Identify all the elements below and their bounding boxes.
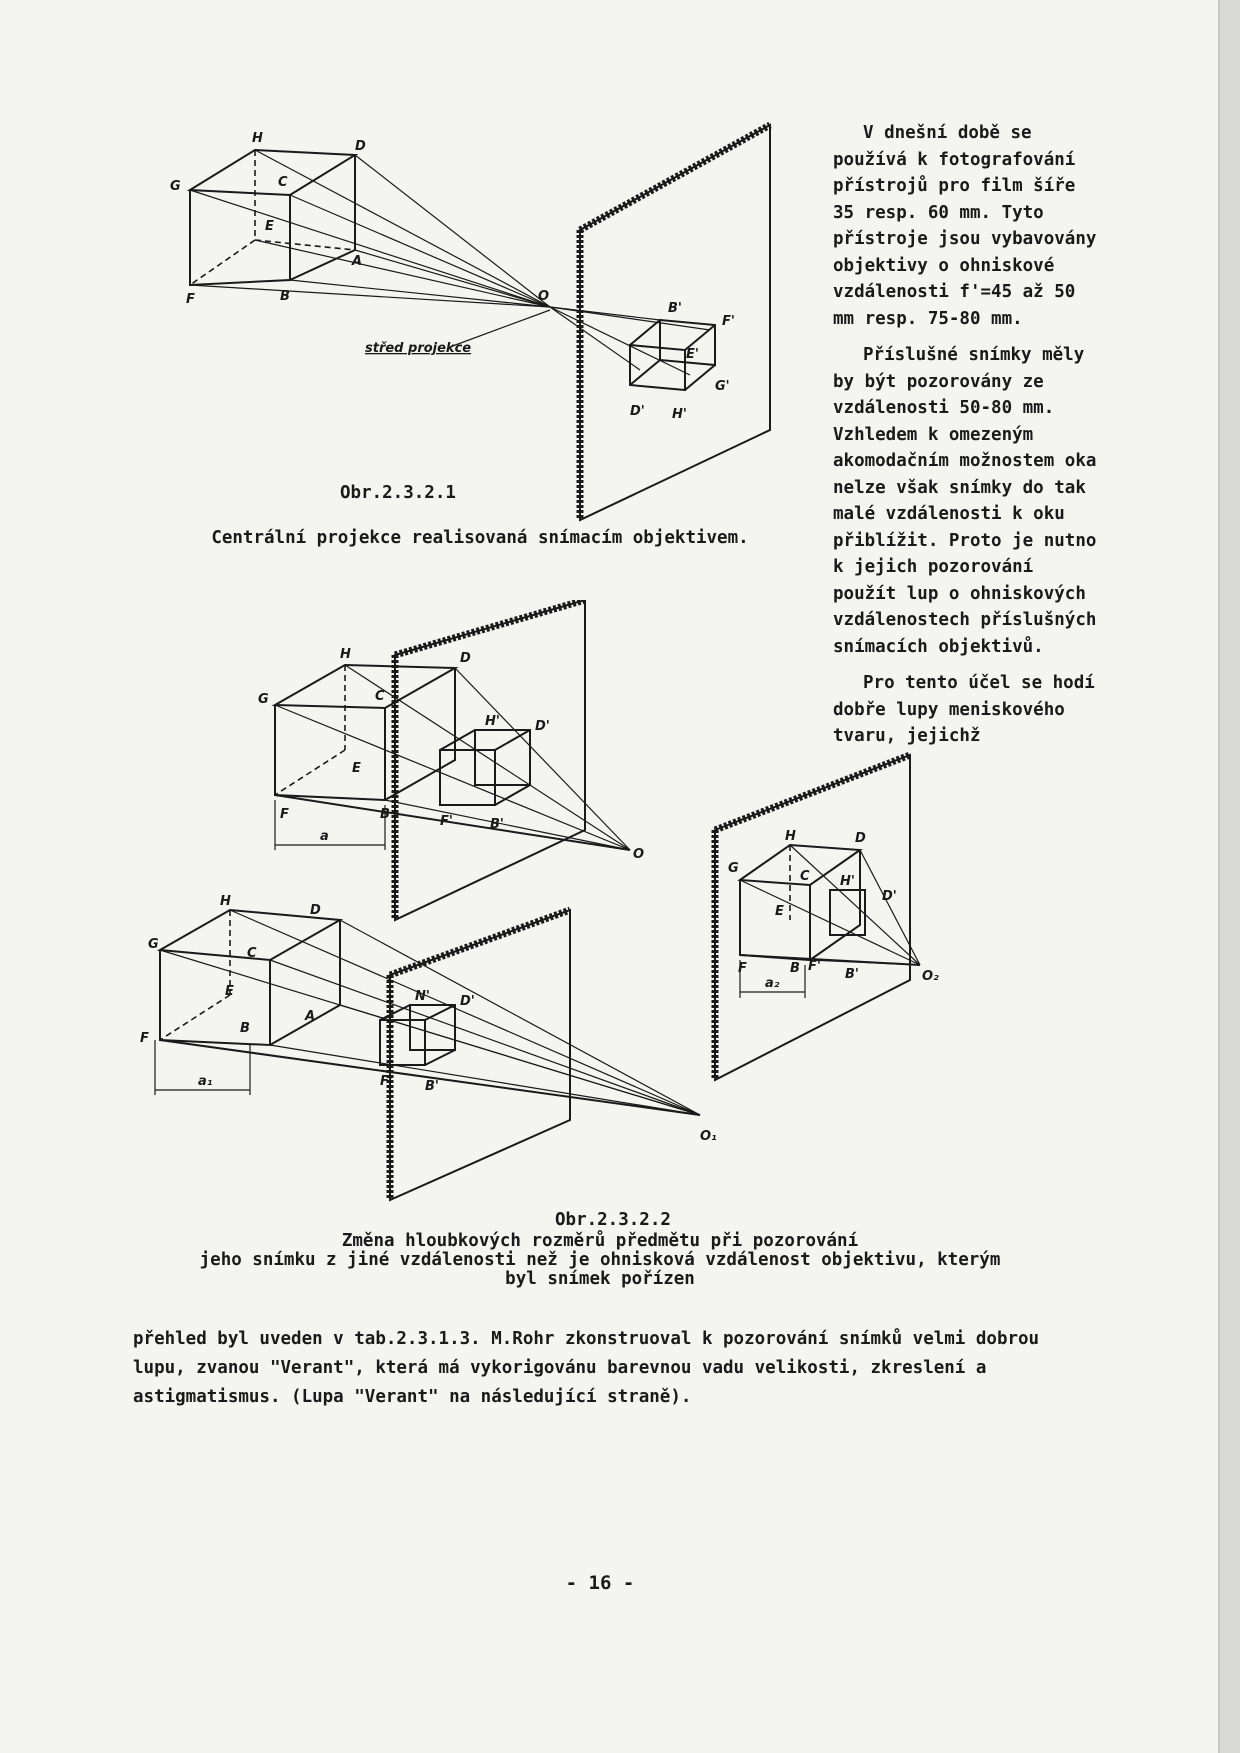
svg-text:G: G bbox=[170, 179, 181, 194]
svg-text:B: B bbox=[790, 961, 800, 976]
svg-text:H: H bbox=[252, 131, 263, 146]
figure2-caption-line-1: Změna hloubkových rozměrů předmětu při pozorování bbox=[341, 1231, 859, 1251]
svg-text:a₂: a₂ bbox=[765, 976, 780, 991]
svg-text:H': H' bbox=[485, 714, 500, 729]
figure1-number: Obr.2.3.2.1 bbox=[340, 483, 456, 503]
svg-text:C: C bbox=[247, 946, 257, 961]
svg-text:E: E bbox=[225, 984, 234, 999]
svg-text:O: O bbox=[633, 847, 645, 862]
right-paragraph-1: V dnešní době se používá k fotografování přístrojů pro film šíře 35 resp. 60 mm. Tyto přístroje jsou vybavovány objektivy o ohniskové vzdálenosti f'=45 až 50 mm resp. 75-80 mm. bbox=[833, 123, 1097, 329]
svg-text:A: A bbox=[305, 1009, 316, 1024]
svg-text:G: G bbox=[728, 861, 739, 876]
svg-text:D: D bbox=[460, 651, 471, 666]
svg-text:E: E bbox=[352, 761, 361, 776]
svg-text:F': F' bbox=[380, 1074, 393, 1089]
svg-text:F': F' bbox=[440, 814, 453, 829]
figure-depth-change bbox=[140, 600, 1070, 1215]
page-number: - 16 - bbox=[565, 1572, 635, 1594]
svg-text:D': D' bbox=[460, 994, 475, 1009]
svg-text:H: H bbox=[220, 894, 231, 909]
svg-text:F: F bbox=[140, 1031, 149, 1046]
svg-text:O₁: O₁ bbox=[700, 1129, 717, 1144]
svg-text:B': B' bbox=[490, 817, 504, 832]
svg-text:B: B bbox=[280, 289, 290, 304]
svg-text:H': H' bbox=[840, 874, 855, 889]
figure1-caption: Centrální projekce realisovaná snímacím objektivem. bbox=[211, 528, 749, 548]
svg-text:E: E bbox=[775, 904, 784, 919]
svg-text:a: a bbox=[320, 829, 329, 844]
right-paragraph-2: Příslušné snímky měly by být pozorovány ze vzdálenosti 50-80 mm. Vzhledem k omezeným akomodačním možnostem oka nelze však snímky do tak malé vzdálenosti k oku přiblížit. Proto je nutno k jejich pozorování použít lup o ohniskových vzdálenostech příslušných snímacích objektivů. bbox=[833, 345, 1097, 657]
svg-text:G: G bbox=[258, 692, 269, 707]
svg-text:G: G bbox=[148, 937, 159, 952]
svg-text:F: F bbox=[738, 961, 747, 976]
svg-text:D: D bbox=[355, 139, 366, 154]
center-projection-label: střed projekce bbox=[365, 341, 472, 356]
svg-text:D: D bbox=[310, 903, 321, 918]
svg-text:D': D' bbox=[630, 404, 645, 419]
figure2-caption bbox=[150, 1232, 1050, 1289]
svg-text:D': D' bbox=[535, 719, 550, 734]
figure2-caption-line-3: byl snímek pořízen bbox=[505, 1269, 695, 1289]
svg-text:D': D' bbox=[882, 889, 897, 904]
svg-text:A: A bbox=[352, 254, 363, 269]
figure2-number: Obr.2.3.2.2 bbox=[555, 1210, 671, 1230]
svg-text:O₂: O₂ bbox=[922, 969, 939, 984]
svg-text:B': B' bbox=[425, 1079, 439, 1094]
svg-text:F: F bbox=[280, 807, 289, 822]
svg-text:F: F bbox=[186, 292, 195, 307]
figure2-caption-line-2: jeho snímku z jiné vzdálenosti než je ohnisková vzdálenost objektivu, kterým bbox=[199, 1250, 1001, 1270]
right-paragraph-3: Pro tento účel se hodí dobře lupy meniskového tvaru, jejichž bbox=[833, 673, 1095, 746]
svg-text:G': G' bbox=[715, 379, 730, 394]
svg-text:F': F' bbox=[808, 959, 821, 974]
svg-text:a₁: a₁ bbox=[198, 1074, 213, 1089]
svg-text:C: C bbox=[375, 689, 385, 704]
svg-text:F': F' bbox=[722, 314, 735, 329]
svg-text:E': E' bbox=[686, 347, 699, 362]
svg-text:O: O bbox=[538, 289, 550, 304]
svg-text:B: B bbox=[240, 1021, 250, 1036]
svg-text:B': B' bbox=[668, 301, 682, 316]
svg-text:B': B' bbox=[845, 967, 859, 982]
svg-text:H': H' bbox=[672, 407, 687, 422]
body-paragraph: přehled byl uveden v tab.2.3.1.3. M.Rohr zkonstruoval k pozorování snímků velmi dobrou lupu, zvanou "Verant", která má vykorigovánu barevnou vadu velikosti, zkreslení a astigmatismus. (Lupa "Verant" na následující straně). bbox=[133, 1329, 1040, 1407]
svg-text:B: B bbox=[380, 807, 390, 822]
svg-text:N': N' bbox=[415, 989, 430, 1004]
svg-text:D: D bbox=[855, 831, 866, 846]
figure-central-projection bbox=[150, 120, 790, 530]
svg-text:E: E bbox=[265, 219, 274, 234]
svg-text:C: C bbox=[800, 869, 810, 884]
svg-text:C: C bbox=[278, 175, 288, 190]
svg-text:H: H bbox=[785, 829, 796, 844]
svg-text:H: H bbox=[340, 647, 351, 662]
